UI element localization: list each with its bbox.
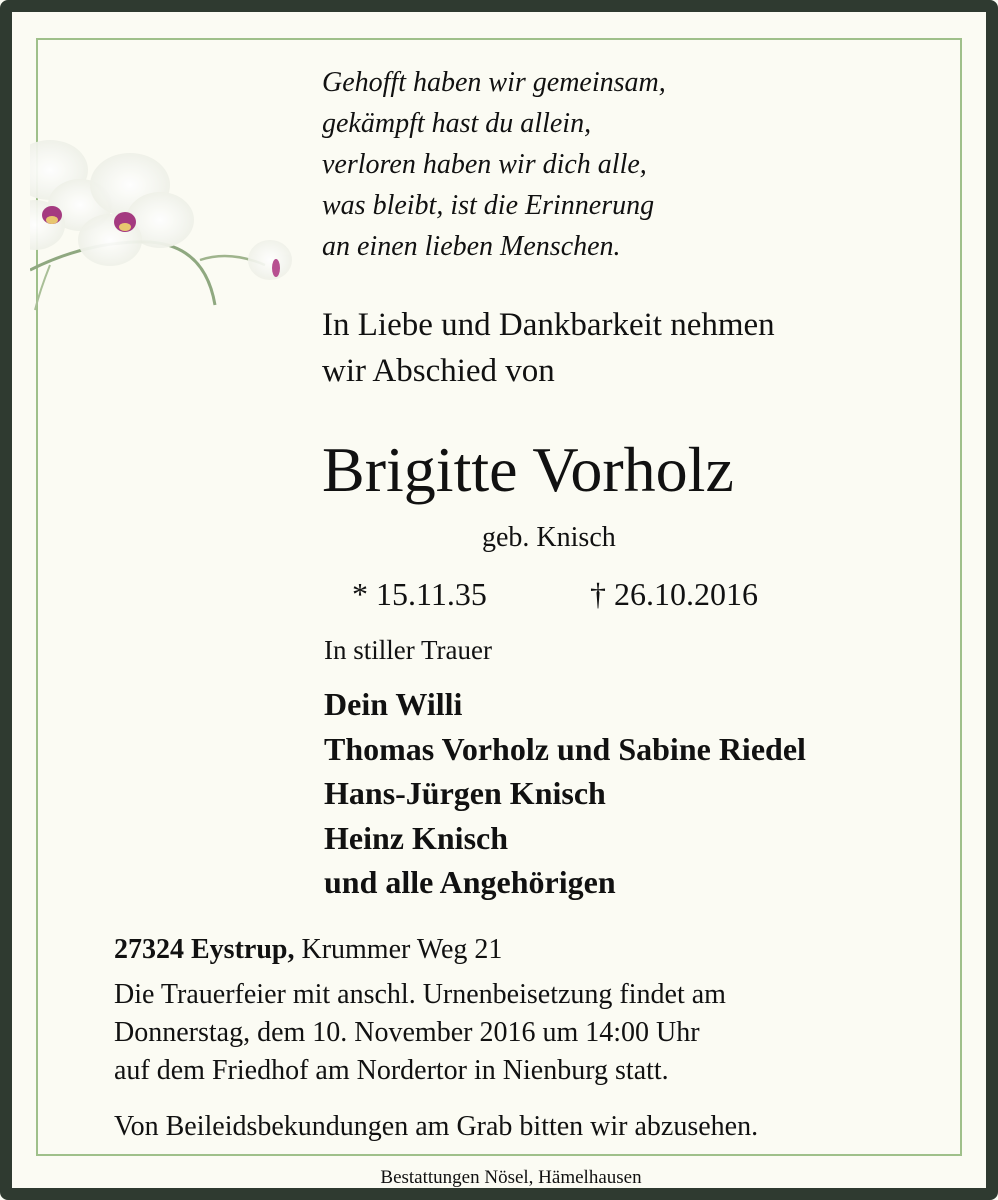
mourner: Hans-Jürgen Knisch <box>324 775 606 811</box>
mourning-label: In stiller Trauer <box>324 635 492 665</box>
poem-line: gekämpft hast du allein, <box>322 108 592 139</box>
poem-line: was bleibt, ist die Erinnerung <box>322 190 655 221</box>
birth-date: * 15.11.35 <box>352 576 487 612</box>
ceremony-line: Donnerstag, dem 10. November 2016 um 14:00 Uhr <box>114 1017 700 1048</box>
mourners-list <box>324 682 806 905</box>
deceased-name: Brigitte Vorholz <box>322 434 734 505</box>
funeral-home: Bestattungen Nösel, Hämelhausen <box>380 1167 642 1188</box>
address-street: Krummer Weg 21 <box>301 934 503 965</box>
mourner: Dein Willi <box>324 686 463 722</box>
intro-line: wir Abschied von <box>322 353 555 389</box>
mourner: Heinz Knisch <box>324 819 509 856</box>
farewell-intro <box>322 302 775 394</box>
poem <box>322 62 666 267</box>
address-city: 27324 Eystrup, <box>114 934 295 965</box>
death-date: † 26.10.2016 <box>590 576 758 612</box>
ceremony-line: Die Trauerfeier mit anschl. Urnenbeisetzung findet am <box>114 979 726 1010</box>
intro-line: In Liebe und Dankbarkeit nehmen <box>322 307 775 343</box>
orchid-flower-image <box>30 130 300 330</box>
poem-line: verloren haben wir dich alle, <box>322 149 647 180</box>
ceremony-line: auf dem Friedhof am Nordertor in Nienburg statt. <box>114 1055 669 1086</box>
poem-line: an einen lieben Menschen. <box>322 231 621 262</box>
maiden-name: geb. Knisch <box>482 522 616 553</box>
condolence-note: Von Beileidsbekundungen am Grab bitten wir abzusehen. <box>114 1111 759 1142</box>
address <box>114 930 502 970</box>
mourner: und alle Angehörigen <box>324 864 616 900</box>
mourner: Thomas Vorholz und Sabine Riedel <box>324 730 806 767</box>
poem-line: Gehofft haben wir gemeinsam, <box>322 67 666 98</box>
ceremony-info <box>114 976 726 1090</box>
